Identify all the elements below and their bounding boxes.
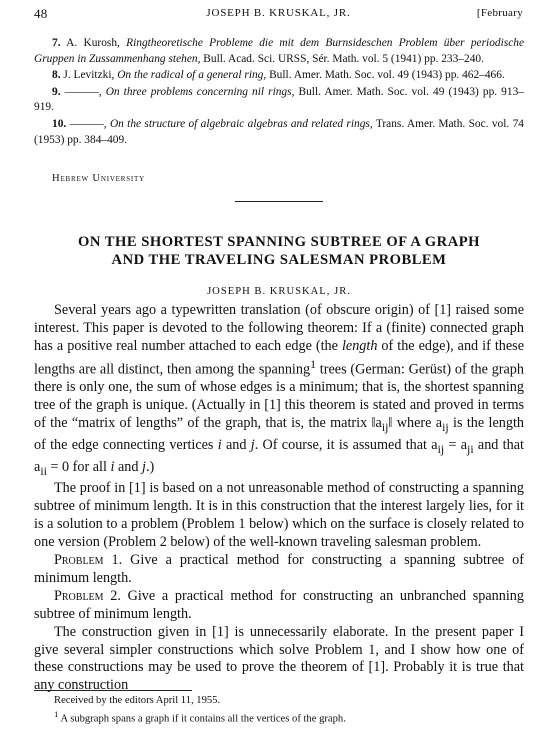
reference-item (34, 117, 524, 148)
footnote-1 (34, 708, 524, 726)
reference-source: Bull. Amer. Math. Soc. vol. 49 (1943) pp. 913–919. (34, 85, 524, 114)
footnote-rule (34, 690, 192, 691)
reference-number: 7. (52, 37, 61, 49)
running-head: JOSEPH B. KRUSKAL, JR. (206, 7, 351, 19)
page-header (34, 6, 523, 24)
reference-number: 8. (52, 69, 61, 82)
problem-label: Problem 1. (54, 552, 123, 568)
article-author: JOSEPH B. KRUSKAL, JR. (207, 286, 351, 297)
title-line-1: ON THE SHORTEST SPANNING SUBTREE OF A GRAPH (78, 234, 480, 250)
math-var: i (217, 436, 222, 453)
received-note: Received by the editors April 11, 1955. (54, 695, 221, 706)
reference-title: Ringtheoretische Probleme die mit dem Burnsideschen Problem über periodische Gruppen in Zussammenhang stehen, (34, 37, 525, 65)
text-run: = a (444, 436, 468, 453)
text-run: is the length of the edge connecting vertices (34, 415, 524, 453)
reference-source: Bull. Amer. Math. Soc. vol. 49 (1943) pp. 462–466. (269, 69, 505, 82)
reference-item (34, 85, 524, 116)
text-run: = 0 for all (46, 458, 111, 475)
subscript: ii (40, 463, 47, 478)
text-run: and (114, 458, 142, 475)
article-body (34, 302, 524, 695)
reference-author: A. Kurosh, (66, 37, 120, 49)
section-divider (235, 201, 323, 202)
reference-title: On the structure of algebraic algebras and related rings, (109, 117, 373, 130)
emphasis: length (341, 337, 378, 354)
problem-text: Give a practical method for constructing an unbranched spanning subtree of minimum length. (34, 587, 524, 622)
reference-item (34, 68, 524, 84)
reference-author: J. Levitzki, (63, 69, 115, 82)
reference-title: On three problems concerning nil rings, (105, 85, 295, 98)
text-run: and (221, 436, 251, 453)
reference-source: Trans. Amer. Math. Soc. vol. 74 (1953) pp. 384–409. (34, 117, 524, 146)
text-run: ‖ where a (388, 415, 443, 432)
footnotes (34, 694, 524, 726)
subscript: ji (467, 441, 474, 456)
text-run: .) (145, 458, 155, 475)
text-run: and that a (34, 436, 524, 475)
math-var: i (110, 458, 115, 475)
math-var: j (142, 458, 146, 475)
footnote-marker: 1 (310, 356, 316, 371)
subscript: ij (442, 420, 449, 434)
paragraph-2: The proof in [1] is based on a not unreasonable method of constructing a spanning subtree of minimum length. It is in this construction that the interest largely lies, for it is a solution to a problem (Problem 1 below) which on the surface is closely related to one version (Problem 2 below) of the well-known traveling salesman problem. (34, 480, 524, 551)
problem-1 (34, 552, 524, 588)
text-run: of the edge), and if these lengths are all distinct, then among the spanning (34, 337, 524, 378)
reference-author: ———, (69, 117, 107, 130)
text-run: . Of course, it is assumed that a (254, 436, 438, 453)
subscript: ij (437, 441, 445, 456)
text-run: trees (German: Gerüst) of the graph there is only one, the sum of whose edges is a minimum; that is, the shortest spanning tree of the graph is unique. (Actually in [1] this theorem is stated and proved in terms of the “matrix of lengths” of the graph, that is, the matrix ‖a (34, 361, 524, 432)
reference-item (34, 36, 524, 67)
header-date: [February (476, 7, 523, 19)
article-title (34, 233, 524, 269)
reference-number: 9. (52, 85, 61, 98)
text-run: Several years ago a typewritten translation (of obscure origin) of [1] raised some interest. This paper is devoted to the following theorem: If a (finite) connected graph has a positive real number attached to each edge (the (34, 302, 524, 354)
problem-2 (34, 588, 524, 624)
footnote-text: A subgraph spans a graph if it contains all the vertices of the graph. (58, 713, 346, 725)
affiliation: Hebrew University (52, 173, 145, 184)
footnote-mark: 1 (54, 708, 59, 719)
reference-number: 10. (52, 117, 67, 130)
title-line-2: AND THE TRAVELING SALESMAN PROBLEM (111, 252, 447, 268)
paragraph-5: The construction given in [1] is unnecessarily elaborate. In the present paper I give several simpler constructions which solve Problem 1, and I show how one of these constructions may be used to prove the theorem of [1]. Probably it is true that any construction (34, 623, 524, 694)
subscript: ij (381, 420, 389, 434)
reference-author: ———, (64, 85, 102, 98)
math-var: j (250, 436, 255, 453)
reference-title: On the radical of a general ring, (117, 69, 267, 82)
problem-label: Problem 2. (54, 587, 121, 604)
page-number: 48 (34, 6, 48, 21)
reference-list (34, 36, 524, 149)
problem-text: Give a practical method for constructing a spanning subtree of minimum length. (34, 552, 524, 586)
reference-source: Bull. Acad. Sci. URSS, Sér. Math. vol. 5 (1941) pp. 233–240. (203, 52, 484, 65)
paragraph-1 (34, 302, 524, 480)
